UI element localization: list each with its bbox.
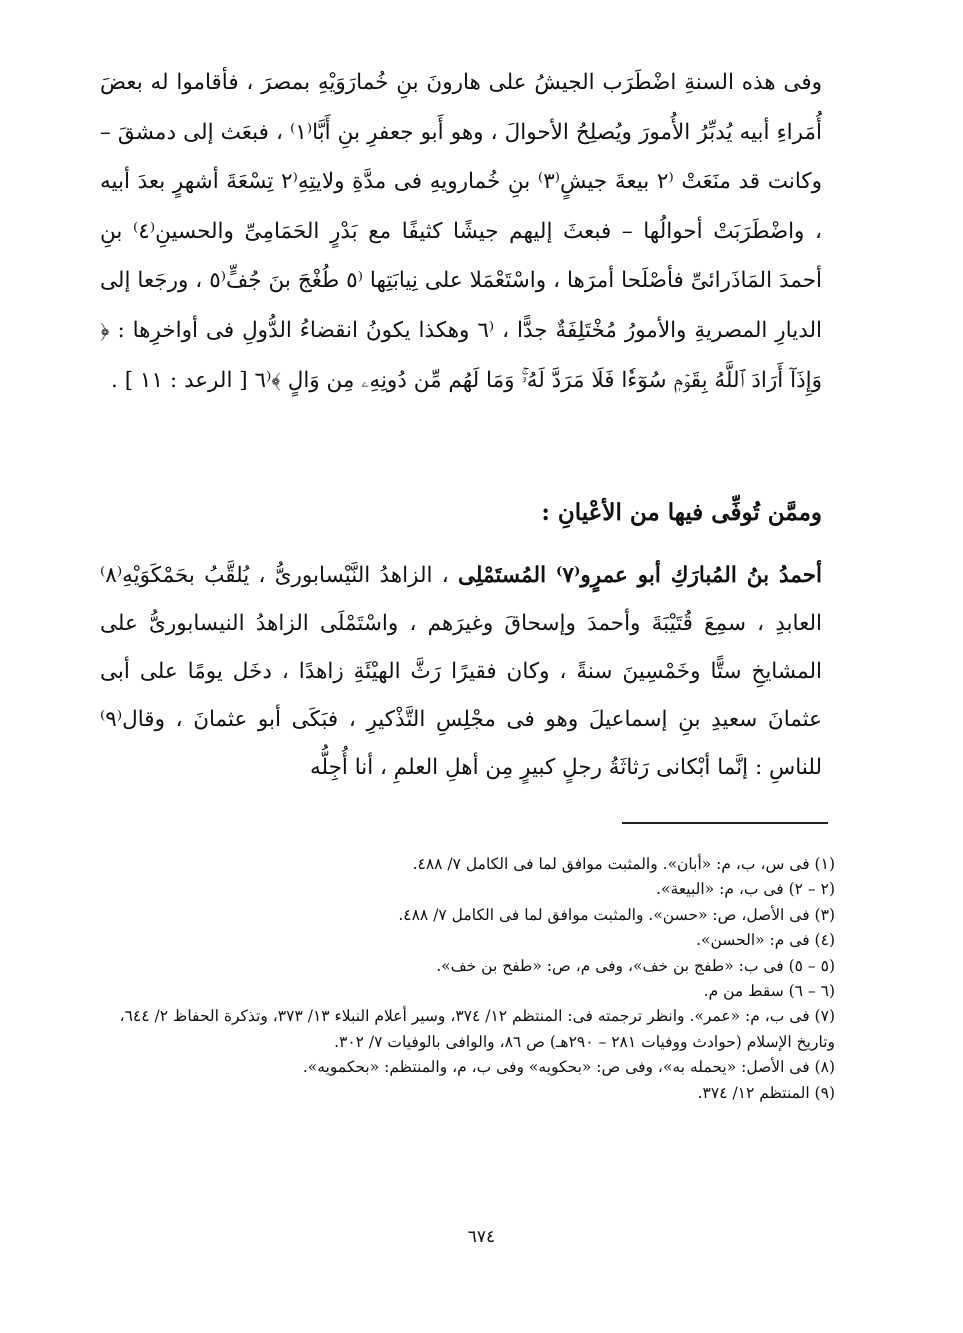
footnote-separator <box>622 822 828 824</box>
biography-name: أحمدُ بنُ المُبارَكِ أبو عمرٍو⁽٧⁾ المُستَمْلِى <box>457 563 822 588</box>
footnote: (١) فى س، ب، م: «أبان». والمثبت موافق لما فى الكامل ٧/ ٤٨٨. <box>412 855 835 873</box>
footnote: (٩) المنتظم ١٢/ ٣٧٤. <box>697 1083 835 1102</box>
footnote: (٧) فى ب، م: «عمر». وانظر ترجمته فى: المنتظم ١٢/ ٣٧٤، وسير أعلام النبلاء ١٣/ ٣٧٣، وتذكرة الحفاظ ٢/ ٦٤٤، وتاريخ الإسلام (حوادث ووفيات ٢٨١ – ٢٩٠هـ) ص ٨٦، والوافى بالوفيات ٧/ ٣٠٢. <box>119 1007 835 1051</box>
footnote: (٨) فى الأصل: «يحمله به»، وفى ص: «بحكويه» وفى ب، م، والمنتظم: «بحكمويه». <box>302 1058 835 1077</box>
footnote: (٢ – ٢) فى ب، م: «البيعة». <box>656 880 835 899</box>
footnote: (٥ – ٥) فى ب: «طفج بن خف»، وفى م، ص: «طفح بن خف». <box>436 956 835 975</box>
footnote: (٣) فى الأصل، ص: «حسن». والمثبت موافق لما فى الكامل ٧/ ٤٨٨. <box>398 905 835 924</box>
footnote: (٤) فى م: «الحسن». <box>696 931 835 950</box>
page-number: ٦٧٤ <box>467 1227 496 1247</box>
main-paragraph: وفى هذه السنةِ اضْطَرَب الجيشُ على هارونَ بنِ خُمارَوَيْهِ بمصرَ ، فأقاموا له بعضَ أُمَراءِ أبيه يُدبِّرُ الأُمورَ ويُصلِحُ الأحوالَ ، وهو أَبو جعفرِ بنِ أَبَّا⁽١⁾ ، فبعَث إلى دمشقَ – وكانت قد منَعَتْ ⁽٢ بيعةَ جيشٍ⁽٣⁾ بنِ خُمارويهِ فى مدَّةِ ولايتِهِ⁽٢ تِسْعَةَ أشهرٍ بعدَ أبيه ، واضْطَرَبَتْ أحوالُها – فبعثَ إليهم جيشًا كثيفًا مع بَدْرٍ الحَمَامِىِّ والحسينِ⁽٤⁾ بنِ أحمدَ المَاذَرائىِّ فأصْلَحا أمرَها ، واسْتَعْمَلا على نِيابَتِها ⁽٥ طُغْجَ بنَ جُفٍّ⁽٥ ، ورجَعا إلى الديارِ المصريةِ والأمورُ مُخْتَلِفَةٌ جدًّا ، ⁽٦ وهكذا يكونُ انقضاءُ الدُّولِ فى أواخرِها : ﴿ وَإِذَآ أَرَادَ ٱللَّهُ بِقَوۡمٖ سُوٓءٗا فَلَا مَرَدَّ لَهُۥۚ وَمَا لَهُم مِّن دُونِهِۦ مِن وَالٍ ﴾⁽٦ [ الرعد : ١١ ] . <box>100 70 823 393</box>
section-heading: وممَّن تُوفِّى فيها من الأعْيانِ : <box>541 499 822 526</box>
footnote: (٦ – ٦) سقط من م. <box>703 982 835 1001</box>
footnotes-list <box>100 852 835 1106</box>
biography-text: ، الزاهدُ النَّيْسابورىُّ ، يُلقَّبُ بحَمْكَوَيْهِ⁽٨⁾ العابدِ ، سمِعَ قُتَيْبَةَ وأحمدَ وإسحاقَ وغيرَهم ، واسْتَمْلَى الزاهدُ النيسابورىُّ على المشايخِ ستًّا وخَمْسِينَ سنةً ، وكان فقيرًا رَثَّ الهيْئَةِ زاهدًا ، دخَل يومًا على أبى عثمانَ سعيدِ بنِ إسماعيلَ وهو فى مجْلِسِ التَّذْكيرِ ، فبَكَى أبو عثمانَ ، وقال⁽٩⁾ للناسِ : إنَّما أبْكانى رَثاثَةُ رجلٍ كبيرٍ مِن أهلِ العلمِ ، أنا أُجِلُّه <box>100 563 822 780</box>
biography-entry <box>100 552 822 792</box>
